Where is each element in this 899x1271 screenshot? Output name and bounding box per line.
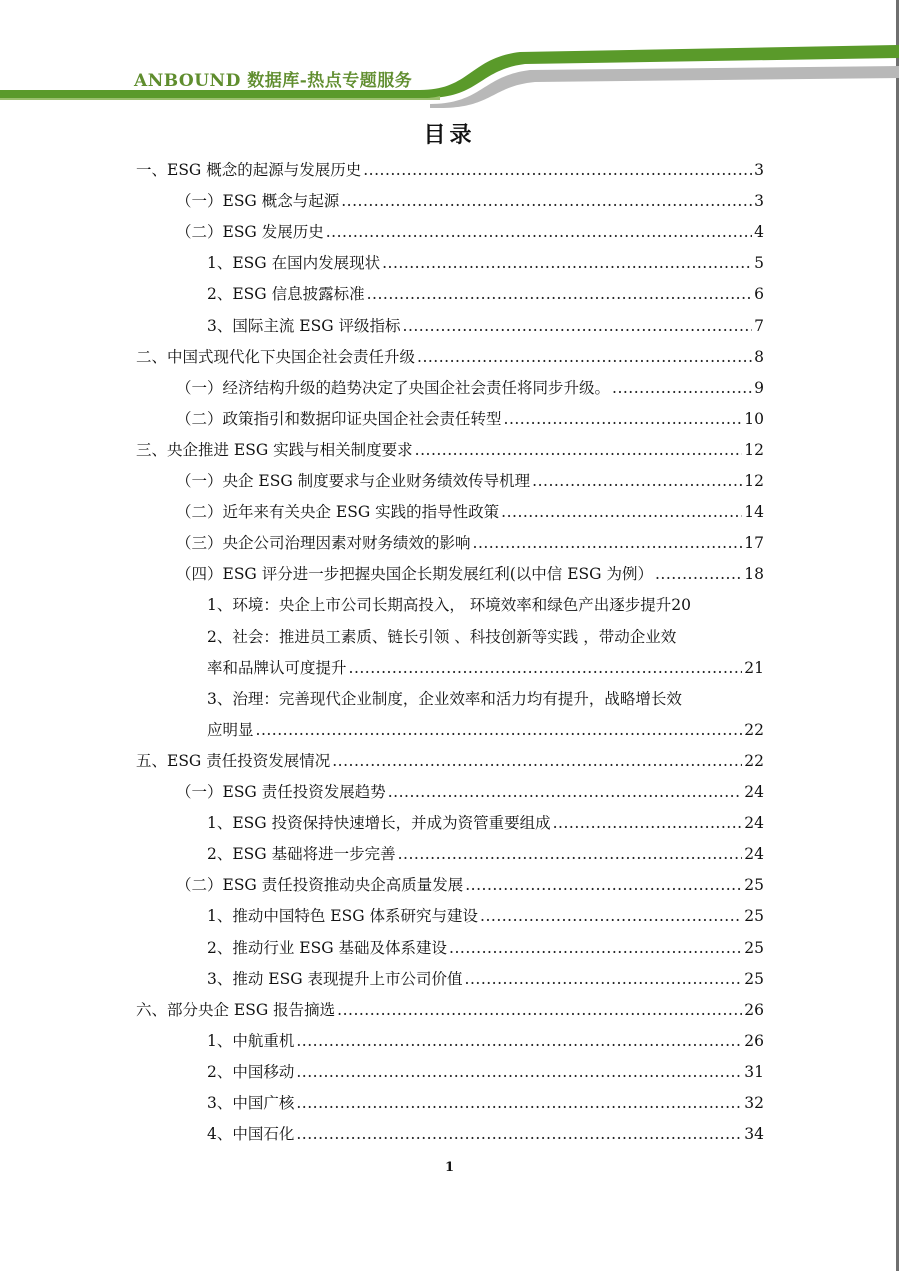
toc-dot-leader <box>612 378 752 398</box>
toc-entry[interactable] <box>207 813 764 833</box>
toc-entry-page: 26 <box>744 1001 764 1019</box>
toc-entry[interactable] <box>207 1124 764 1144</box>
toc-entry-label: 率和品牌认可度提升 <box>207 659 347 677</box>
toc-dot-leader <box>363 160 752 180</box>
toc-entry-label: 五、ESG 责任投资发展情况 <box>136 752 331 770</box>
toc-dot-leader <box>465 875 742 895</box>
toc-entry[interactable] <box>207 969 764 989</box>
toc-entry-page: 3 <box>754 161 764 179</box>
page-number: 1 <box>444 1160 455 1175</box>
toc-entry-page: 25 <box>744 970 764 988</box>
toc-entry-label: 3、治理：完善现代企业制度，企业效率和活力均有提升，战略增长效 <box>207 690 682 708</box>
toc-entry[interactable] <box>207 316 764 336</box>
toc-dot-leader <box>296 1062 742 1082</box>
toc-dot-leader <box>326 222 752 242</box>
toc-entry[interactable] <box>176 533 764 553</box>
toc-entry[interactable] <box>207 938 764 958</box>
toc-dot-leader <box>417 347 752 367</box>
toc-entry-page: 25 <box>744 907 764 925</box>
toc-entry[interactable] <box>176 222 764 242</box>
toc-entry-label: 2、ESG 信息披露标准 <box>207 285 365 303</box>
toc-entry[interactable] <box>136 751 764 771</box>
toc-entry[interactable] <box>176 409 764 429</box>
toc-dot-leader <box>403 316 753 336</box>
toc-dot-leader <box>449 938 742 958</box>
toc-entry-label: 六、部分央企 ESG 报告摘选 <box>136 1001 336 1019</box>
header-title: ANBOUND 数据库-热点专题服务 <box>134 71 413 91</box>
toc-dot-leader <box>367 284 753 304</box>
toc-entry-label: （四）ESG 评分进一步把握央国企长期发展红利(以中信 ESG 为例） <box>176 565 653 583</box>
toc-entry-page: 3 <box>754 192 764 210</box>
toc-dot-leader <box>553 813 743 833</box>
toc-entry-page: 17 <box>744 534 764 552</box>
toc-entry[interactable] <box>207 720 764 740</box>
toc-entry-label: （一）ESG 概念与起源 <box>176 192 340 210</box>
toc-entry[interactable] <box>207 658 764 678</box>
toc-dot-leader <box>480 906 742 926</box>
toc-entry[interactable] <box>176 875 764 895</box>
toc-entry[interactable] <box>176 191 764 211</box>
toc-entry-page: 20 <box>671 596 692 614</box>
toc-entry-label: （二）ESG 责任投资推动央企高质量发展 <box>176 876 464 894</box>
toc-dot-leader <box>296 1031 742 1051</box>
toc-entry[interactable] <box>176 782 764 802</box>
page-header <box>0 0 899 108</box>
toc-entry-label: 1、中航重机 <box>207 1032 295 1050</box>
toc-dot-leader <box>504 409 743 429</box>
toc-entry-label: 2、社会：推进员工素质、链长引领 、科技创新等实践 ，带动企业效 <box>207 628 677 646</box>
toc-dot-leader <box>296 1124 742 1144</box>
toc-entry-page: 34 <box>744 1125 764 1143</box>
toc-entry[interactable] <box>136 1000 764 1020</box>
toc-entry-label: 4、中国石化 <box>207 1125 295 1143</box>
toc-entry-page: 25 <box>744 939 764 957</box>
toc-entry-page: 26 <box>744 1032 764 1050</box>
toc-entry-label: 3、中国广核 <box>207 1094 295 1112</box>
toc-dot-leader <box>655 564 742 584</box>
toc-entry-label: （一）ESG 责任投资发展趋势 <box>176 783 386 801</box>
toc-dot-leader <box>256 720 743 740</box>
toc-entry[interactable] <box>176 502 764 522</box>
toc-entry[interactable] <box>136 440 764 460</box>
toc-title: 目录 <box>423 122 476 148</box>
toc-entry-label: 3、国际主流 ESG 评级指标 <box>207 317 401 335</box>
toc-entry-page: 24 <box>744 783 764 801</box>
toc-entry-page: 10 <box>744 410 764 428</box>
toc-entry[interactable] <box>207 595 764 615</box>
toc-entry[interactable] <box>207 1093 764 1113</box>
toc-dot-leader <box>341 191 752 211</box>
toc-entry[interactable] <box>207 906 764 926</box>
toc-entry-page: 6 <box>754 285 764 303</box>
toc-entry-label: （二）近年来有关央企 ESG 实践的指导性政策 <box>176 503 500 521</box>
toc-entry[interactable] <box>207 284 764 304</box>
toc-entry-page: 31 <box>744 1063 764 1081</box>
toc-dot-leader <box>388 782 743 802</box>
toc-entry-label: 1、ESG 投资保持快速增长，并成为资管重要组成 <box>207 814 551 832</box>
toc-entry[interactable] <box>207 844 764 864</box>
toc-entry-page: 32 <box>744 1094 764 1112</box>
toc-entry-label: 1、推动中国特色 ESG 体系研究与建设 <box>207 907 479 925</box>
toc-entry-page: 24 <box>744 845 764 863</box>
toc-entry-label: （一）经济结构升级的趋势决定了央国企社会责任将同步升级。 <box>176 379 611 397</box>
toc-entry[interactable] <box>207 253 764 273</box>
toc-dot-leader <box>473 533 743 553</box>
toc-entry-page: 4 <box>754 223 764 241</box>
toc-entry-label: （一）央企 ESG 制度要求与企业财务绩效传导机理 <box>176 472 531 490</box>
toc-entry-page: 21 <box>744 659 764 677</box>
toc-entry-label: （二）政策指引和数据印证央国企社会责任转型 <box>176 410 502 428</box>
toc-entry-label: 2、中国移动 <box>207 1063 295 1081</box>
toc-entry-label: 2、ESG 基础将进一步完善 <box>207 845 396 863</box>
toc-entry-page: 18 <box>744 565 764 583</box>
header-swoosh-graphic <box>0 0 899 108</box>
toc-entry-page: 8 <box>754 348 764 366</box>
toc-entry-page: 7 <box>754 317 764 335</box>
toc-entry-label: 2、推动行业 ESG 基础及体系建设 <box>207 939 448 957</box>
toc-entry-label: 一、ESG 概念的起源与发展历史 <box>136 161 362 179</box>
toc-entry[interactable] <box>207 627 764 647</box>
toc-entry[interactable] <box>207 1031 764 1051</box>
toc-entry-label: （二）ESG 发展历史 <box>176 223 324 241</box>
toc-entry-label: 三、央企推进 ESG 实践与相关制度要求 <box>136 441 413 459</box>
toc-entry-page: 12 <box>744 441 764 459</box>
toc-entry-label: 1、ESG 在国内发展现状 <box>207 254 381 272</box>
toc-entry-page: 22 <box>744 752 764 770</box>
toc-dot-leader <box>349 658 743 678</box>
toc-dot-leader <box>465 969 743 989</box>
toc-dot-leader <box>337 1000 742 1020</box>
toc-entry-label: （三）央企公司治理因素对财务绩效的影响 <box>176 534 471 552</box>
toc-entry-page: 5 <box>754 254 764 272</box>
toc-entry[interactable] <box>176 471 764 491</box>
toc-entry[interactable] <box>136 160 764 180</box>
toc-entry[interactable] <box>207 1062 764 1082</box>
toc-entry-label: 1、环境：央企上市公司长期高投入， 环境效率和绿色产出逐步提升 <box>207 596 672 614</box>
toc-entry-page: 24 <box>744 814 764 832</box>
toc-entry-page: 9 <box>754 379 764 397</box>
toc-entry-page: 14 <box>744 503 764 521</box>
toc-entry-page: 22 <box>744 721 764 739</box>
toc-entry-label: 二、中国式现代化下央国企社会责任升级 <box>136 348 416 366</box>
toc-dot-leader <box>532 471 742 491</box>
toc-dot-leader <box>415 440 743 460</box>
toc-dot-leader <box>398 844 743 864</box>
toc-dot-leader <box>296 1093 742 1113</box>
toc-dot-leader <box>332 751 742 771</box>
toc-dot-leader <box>501 502 742 522</box>
toc-entry-page: 12 <box>744 472 764 490</box>
toc-entry[interactable] <box>136 347 764 367</box>
toc-entry-label: 应明显 <box>207 721 254 739</box>
toc-entry[interactable] <box>176 564 764 584</box>
toc-entry-label: 3、推动 ESG 表现提升上市公司价值 <box>207 970 463 988</box>
toc-entry[interactable] <box>207 689 764 709</box>
toc-entry-page: 25 <box>744 876 764 894</box>
toc-entry[interactable] <box>176 378 764 398</box>
toc-dot-leader <box>382 253 752 273</box>
